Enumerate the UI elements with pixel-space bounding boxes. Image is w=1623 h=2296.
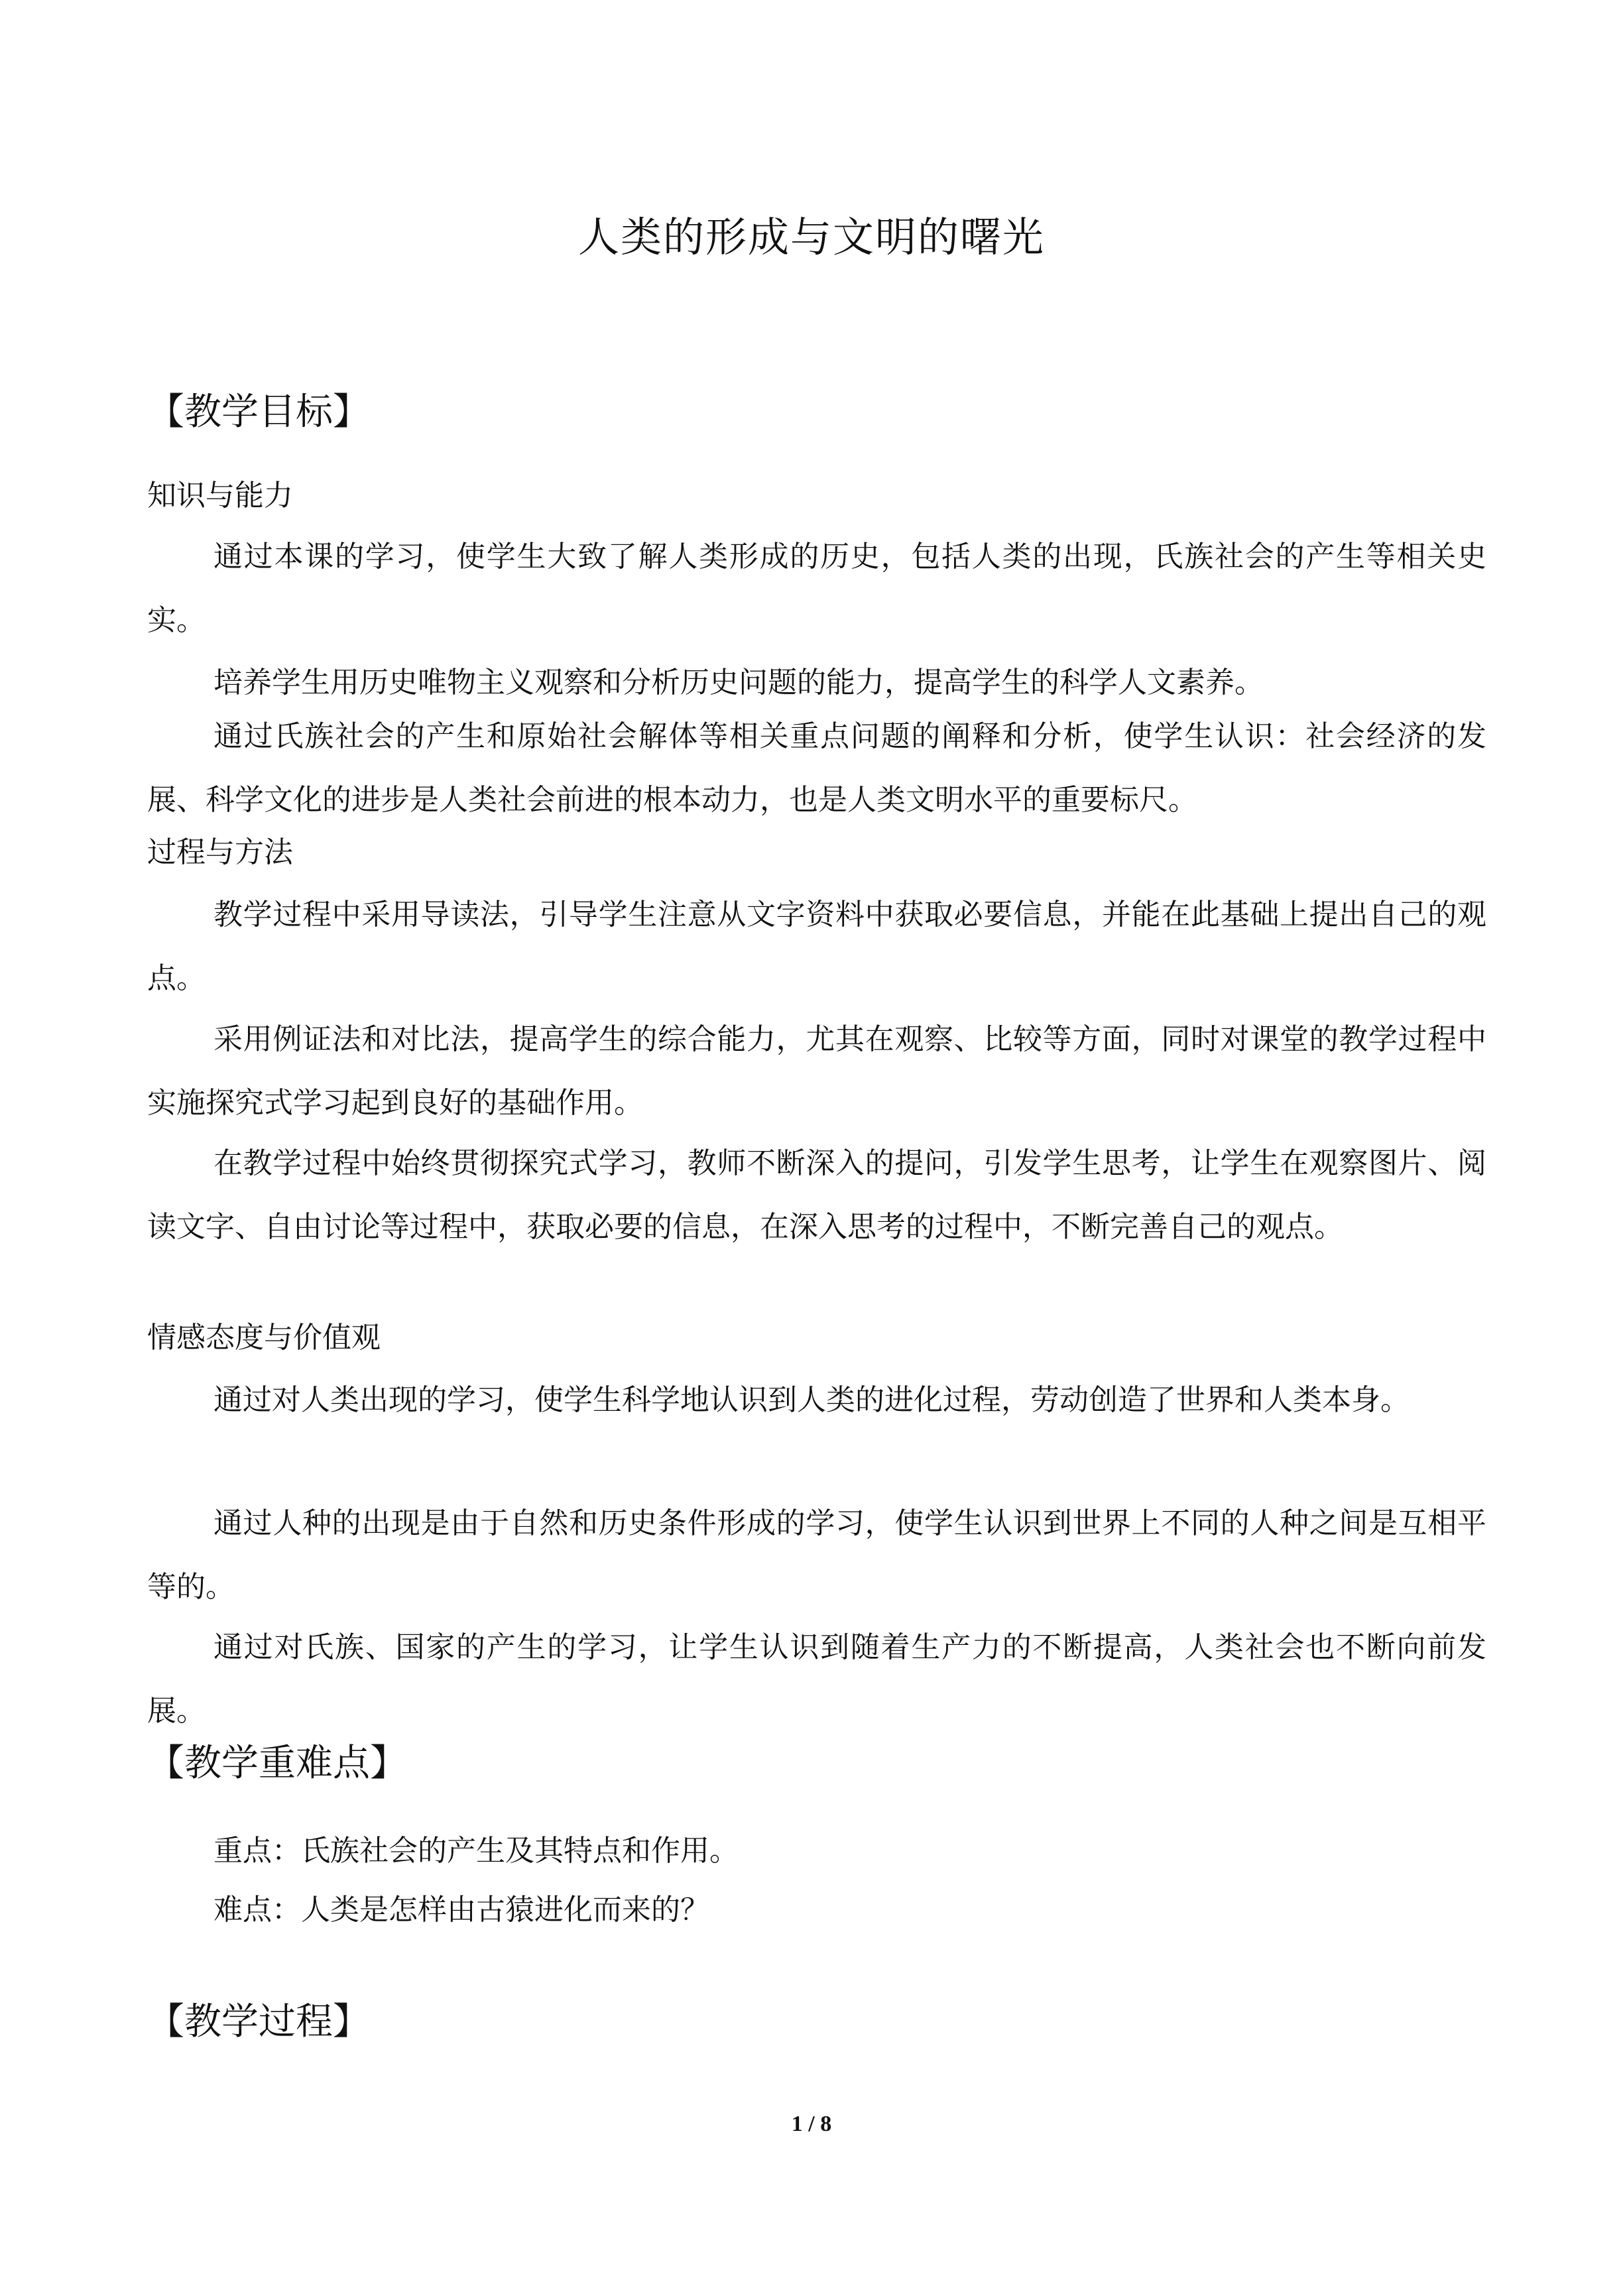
process-method-label: 过程与方法: [147, 835, 293, 869]
process-paragraph-2: 采用例证法和对比法，提高学生的综合能力，尤其在观察、比较等方面，同时对课堂的教学过程中实施探究式学习起到良好的基础作用。: [147, 1022, 1486, 1120]
document-title: 人类的形成与文明的曙光: [577, 213, 1045, 261]
knowledge-ability-label: 知识与能力: [147, 479, 293, 513]
attitude-paragraph-1: 通过对人类出现的学习，使学生科学地认识到人类的进化过程，劳动创造了世界和人类本身。: [213, 1383, 1410, 1417]
attitude-values-label: 情感态度与价值观: [147, 1321, 381, 1355]
key-points-heading: 【教学重难点】: [147, 1742, 407, 1785]
key-point-focus: 重点：氏族社会的产生及其特点和作用。: [213, 1834, 739, 1868]
attitude-paragraph-2: 通过人种的出现是由于自然和历史条件形成的学习，使学生认识到世界上不同的人种之间是互相平等的。: [147, 1506, 1486, 1604]
knowledge-paragraph-1: 通过本课的学习，使学生大致了解人类形成的历史，包括人类的出现，氏族社会的产生等相关史实。: [147, 540, 1486, 637]
knowledge-paragraph-3: 通过氏族社会的产生和原始社会解体等相关重点问题的阐释和分析，使学生认识：社会经济的发展、科学文化的进步是人类社会前进的根本动力，也是人类文明水平的重要标尺。: [147, 719, 1486, 817]
page-number: 1 / 8: [791, 2112, 832, 2136]
key-point-difficulty: 难点：人类是怎样由古猿进化而来的？: [213, 1893, 709, 1927]
knowledge-paragraph-2: 培养学生用历史唯物主义观察和分析历史问题的能力，提高学生的科学人文素养。: [213, 666, 1264, 699]
attitude-paragraph-3: 通过对氏族、国家的产生的学习，让学生认识到随着生产力的不断提高，人类社会也不断向前发展。: [147, 1630, 1486, 1728]
process-paragraph-1: 教学过程中采用导读法，引导学生注意从文字资料中获取必要信息，并能在此基础上提出自己的观点。: [147, 898, 1486, 995]
teaching-process-heading: 【教学过程】: [147, 2000, 370, 2043]
process-paragraph-3: 在教学过程中始终贯彻探究式学习，教师不断深入的提问，引发学生思考，让学生在观察图片、阅读文字、自由讨论等过程中，获取必要的信息，在深入思考的过程中，不断完善自己的观点。: [147, 1146, 1486, 1244]
objectives-heading: 【教学目标】: [147, 391, 370, 434]
